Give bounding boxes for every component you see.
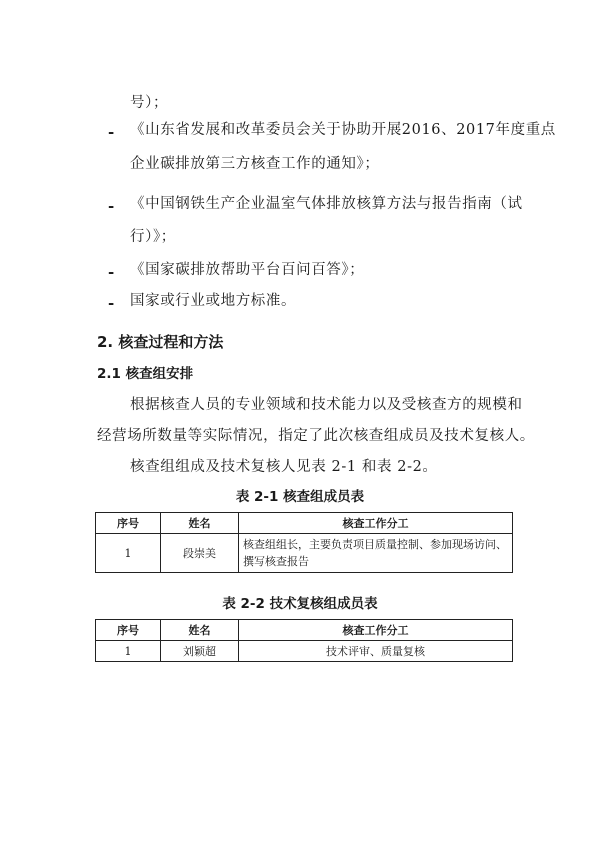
table-review-team [95,619,513,662]
table-header-row [96,513,513,534]
table-row [96,534,513,573]
bullet-mark: - [108,197,115,215]
col-header-name: 姓名 [161,620,239,641]
bullet-mark: - [108,263,115,281]
table-row [96,641,513,662]
paragraph-line: 核查组组成及技术复核人见表 2-1 和表 2-2。 [130,459,438,475]
cell-no: 1 [96,641,161,662]
table-verification-team [95,512,513,573]
bullet-text: 行）》； [130,229,176,245]
table-header-row [96,620,513,641]
cell-no: 1 [96,534,161,573]
bullet-text: 国家或行业或地方标准。 [130,293,297,309]
paragraph-line: 经营场所数量等实际情况，指定了此次核查组成员及技术复核人。 [97,428,535,444]
col-header-name: 姓名 [161,513,239,534]
col-header-no: 序号 [96,513,161,534]
cell-duty: 核查组组长，主要负责项目质量控制、参加现场访问、撰写核查报告 [239,534,513,573]
table-caption: 表 2-2 技术复核组成员表 [222,596,378,612]
section-heading: 2. 核查过程和方法 [97,333,224,351]
cell-name: 刘颖超 [161,641,239,662]
bullet-continuation: 号）； [130,95,169,111]
bullet-text: 《中国钢铁生产企业温室气体排放核算方法与报告指南（试 [130,196,523,212]
bullet-text: 《山东省发展和改革委员会关于协助开展2016、2017年度重点 [130,122,556,138]
subsection-heading: 2.1 核查组安排 [97,366,194,382]
table-caption: 表 2-1 核查组成员表 [235,489,365,505]
bullet-mark: - [108,294,115,312]
bullet-mark: - [108,123,115,141]
col-header-duty: 核查工作分工 [239,513,513,534]
cell-duty: 技术评审、质量复核 [239,641,513,662]
col-header-duty: 核查工作分工 [239,620,513,641]
col-header-no: 序号 [96,620,161,641]
bullet-text: 《国家碳排放帮助平台百问百答》； [130,262,365,278]
cell-name: 段崇美 [161,534,239,573]
bullet-text: 企业碳排放第三方核查工作的通知》； [130,156,380,172]
paragraph-line: 根据核查人员的专业领域和技术能力以及受核查方的规模和 [130,397,523,413]
